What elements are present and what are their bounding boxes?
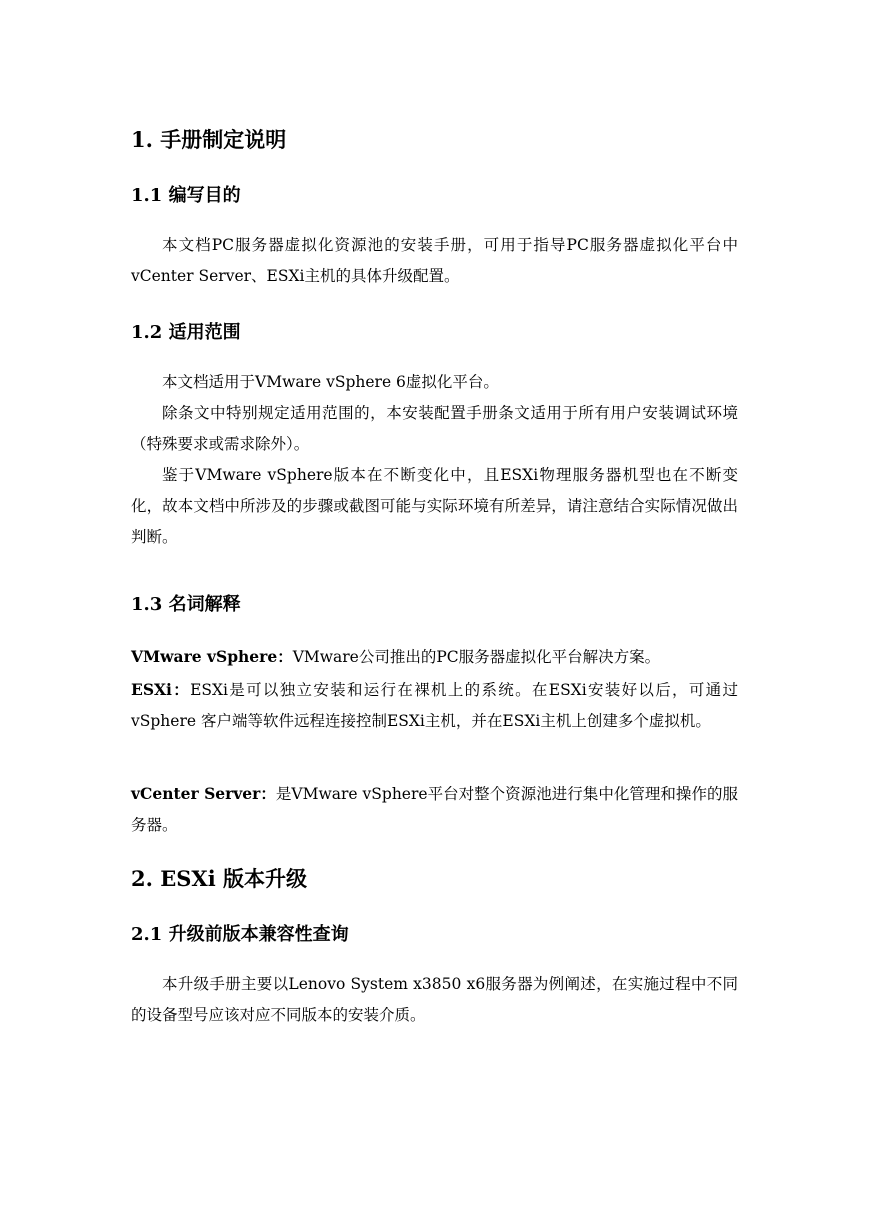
term-label: vCenter Server： <box>131 784 276 803</box>
term-definition: 是VMware vSphere平台对整个资源池进行集中化管理和操作的服务器。 <box>131 785 738 834</box>
section-1-2-heading: 1.2 适用范围 <box>131 322 241 343</box>
section-1-1-heading: 1.1 编写目的 <box>131 185 241 206</box>
term-vmware-vsphere <box>131 641 738 673</box>
section-1-2-paragraph-3: 鉴于VMware vSphere版本在不断变化中，且ESXi物理服务器机型也在不断变化，故本文档中所涉及的步骤或截图可能与实际环境有所差异，请注意结合实际情况做出判断。 <box>131 466 738 546</box>
term-label: VMware vSphere： <box>131 647 293 666</box>
section-1-3-heading: 1.3 名词解释 <box>131 594 241 615</box>
term-vcenter-server <box>131 778 738 841</box>
section-1-1-paragraph: 本文档PC服务器虚拟化资源池的安装手册，可用于指导PC服务器虚拟化平台中vCenter Server、ESXi主机的具体升级配置。 <box>131 236 738 285</box>
section-1-heading: 1. 手册制定说明 <box>131 127 287 152</box>
term-definition: ESXi是可以独立安装和运行在裸机上的系统。在ESXi安装好以后，可通过vSphere 客户端等软件远程连接控制ESXi主机，并在ESXi主机上创建多个虚拟机。 <box>131 681 738 730</box>
section-2-1-heading: 2.1 升级前版本兼容性查询 <box>131 924 349 945</box>
term-label: ESXi： <box>131 680 191 699</box>
section-2-1-paragraph: 本升级手册主要以Lenovo System x3850 x6服务器为例阐述，在实施过程中不同的设备型号应该对应不同版本的安装介质。 <box>131 975 738 1024</box>
term-definition: VMware公司推出的PC服务器虚拟化平台解决方案。 <box>292 648 661 666</box>
section-2-heading: 2. ESXi 版本升级 <box>131 866 307 891</box>
term-esxi <box>131 674 738 737</box>
section-1-2-paragraph-1: 本文档适用于VMware vSphere 6虚拟化平台。 <box>162 373 499 391</box>
section-1-2-paragraph-2: 除条文中特别规定适用范围的，本安装配置手册条文适用于所有用户安装调试环境（特殊要求或需求除外）。 <box>131 404 738 453</box>
